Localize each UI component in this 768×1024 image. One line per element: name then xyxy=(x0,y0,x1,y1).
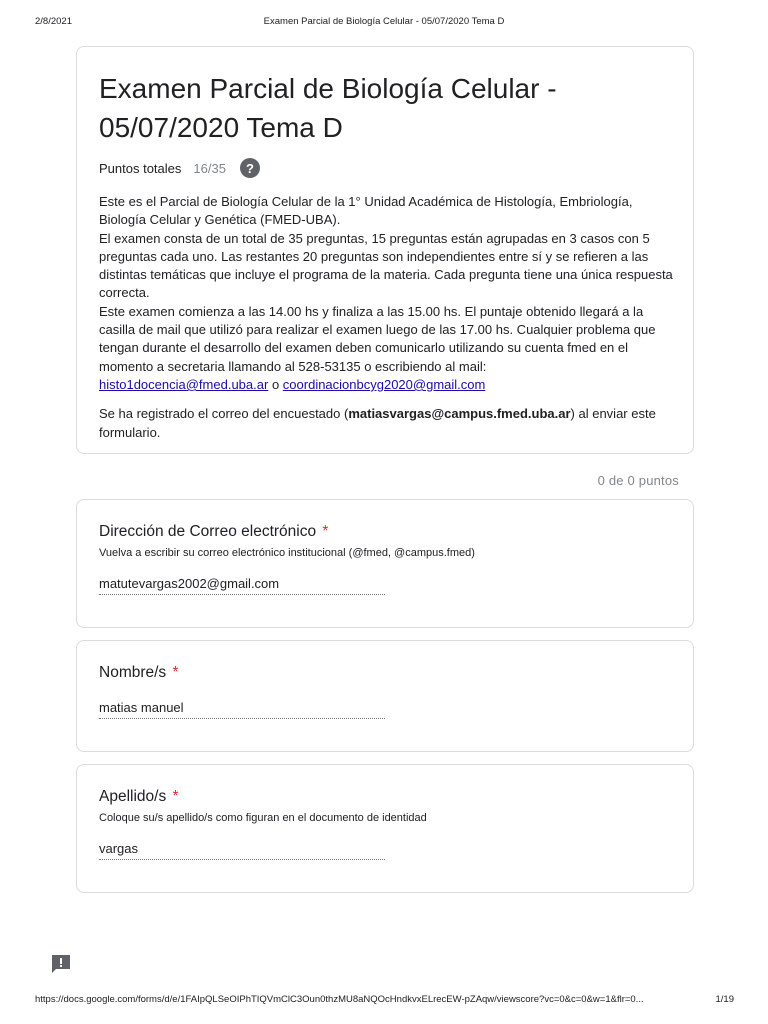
apellido-answer: vargas xyxy=(99,840,385,860)
print-title: Examen Parcial de Biología Celular - 05/07/2020 Tema D xyxy=(263,16,505,27)
help-icon[interactable]: ? xyxy=(240,158,260,178)
recorded-prefix: Se ha registrado el correo del encuestado ( xyxy=(99,406,349,422)
required-asterisk: * xyxy=(172,788,179,805)
question-title xyxy=(99,787,671,807)
print-header xyxy=(0,16,768,30)
section-score: 0 de 0 puntos xyxy=(597,473,679,488)
contact-links xyxy=(99,376,673,394)
print-url: https://docs.google.com/forms/d/e/1FAIpQLSeOIPhTIQVmClC3Oun0thzMU8aNQOcHndkvxELrecEW-pZAqw/viewscore?vc=0&c=0&w=1&flr=0... xyxy=(35,994,644,1005)
question-card-nombre xyxy=(76,640,694,752)
recorded-suffix: ) al enviar este formulario. xyxy=(99,406,656,440)
question-title-text: Apellido/s xyxy=(99,788,167,805)
form-header-card xyxy=(76,46,694,454)
feedback-icon[interactable] xyxy=(50,954,72,974)
link-connector: o xyxy=(271,376,280,392)
form-title: Examen Parcial de Biología Celular - 05/07/2020 Tema D xyxy=(99,73,557,143)
email-link-histo[interactable]: histo1docencia@fmed.uba.ar xyxy=(99,376,269,392)
recorded-email: matiasvargas@campus.fmed.uba.ar xyxy=(348,406,571,422)
description-paragraph: Este examen comienza a las 14.00 hs y finaliza a las 15.00 hs. El puntaje obtenido llegará a la casilla de mail que utilizó para realizar el examen luego de las 17.00 hs. Cualquier problema que tengan durante el desarrollo del examen deben comunicarlo utilizando su cuenta fmed en el momento a secretaria llamando al 528-53135 o escribiendo al mail: xyxy=(99,303,656,374)
print-footer xyxy=(0,994,768,1008)
description-paragraph: Este es el Parcial de Biología Celular de la 1° Unidad Académica de Histología, Embriología, Biología Celular y Genética (FMED-UBA). xyxy=(99,194,633,228)
total-points-row xyxy=(99,157,671,179)
question-description: Vuelva a escribir su correo electrónico institucional (@fmed, @campus.fmed) xyxy=(99,547,475,559)
question-title-text: Dirección de Correo electrónico xyxy=(99,523,317,540)
form-description xyxy=(99,193,673,394)
email-link-coordinacion[interactable]: coordinacionbcyg2020@gmail.com xyxy=(282,376,486,392)
question-title xyxy=(99,522,671,542)
question-card-apellido xyxy=(76,764,694,893)
recorded-email-notice xyxy=(99,405,673,442)
required-asterisk: * xyxy=(322,523,329,540)
question-title-text: Nombre/s xyxy=(99,664,167,681)
question-card-email xyxy=(76,499,694,628)
question-title xyxy=(99,663,671,683)
points-label: Puntos totales xyxy=(99,160,182,176)
page-number: 1/19 xyxy=(715,994,734,1005)
description-paragraph: El examen consta de un total de 35 preguntas, 15 preguntas están agrupadas en 3 casos con 5 preguntas cada uno. Las restantes 20 preguntas son independientes entre sí y se refieren a las distintas temáticas que incluye el programa de la materia. Cada pregunta tiene una única respuesta correcta. xyxy=(99,230,673,301)
required-asterisk: * xyxy=(172,664,179,681)
email-answer: matutevargas2002@gmail.com xyxy=(99,575,385,595)
question-description: Coloque su/s apellido/s como figuran en el documento de identidad xyxy=(99,812,427,824)
nombre-answer: matias manuel xyxy=(99,699,385,719)
print-date: 2/8/2021 xyxy=(35,16,72,27)
points-value: 16/35 xyxy=(193,160,226,176)
